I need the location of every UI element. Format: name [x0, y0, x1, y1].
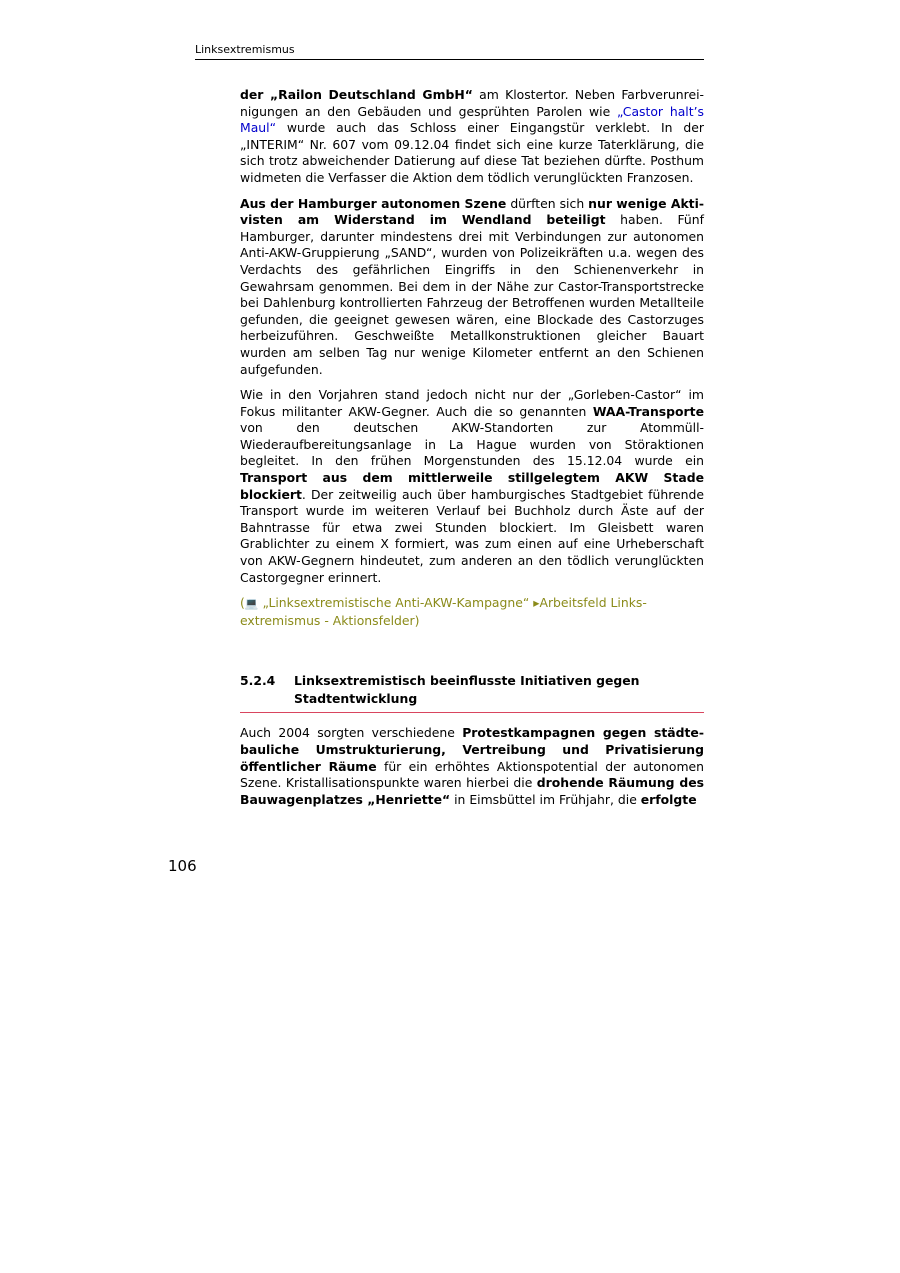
bold-text: nur wenige Aktivisten am Widerstand im Wendland beteiligt	[240, 195, 705, 228]
ref-text: Arbeitsfeld Linksextremismus - Aktionsfelder)	[240, 595, 647, 628]
section-title: Linksextremistisch beeinflusste Initiativen gegen Stadtentwicklung	[294, 673, 640, 707]
text: Auch 2004 sorgten verschiedene	[240, 725, 463, 741]
cross-reference[interactable]	[240, 595, 704, 629]
paragraph-waa-transports	[240, 387, 704, 586]
arrow-right-icon: ▸	[533, 595, 540, 611]
paragraph-urban-development	[240, 725, 704, 808]
text: haben. Fünf Hamburger, darunter mindestens drei mit Verbindungen zur autonomen Anti-AKW-Gruppierung „SAND“, wurden von Polizeikräften u.a. wegen des Verdachts des gefährlichen Eingriffs in den Schienenverkehr in Gewahrsam genommen. Bei dem in der Nähe zur Castor-Transportstrecke bei Dahlenburg kontrollierten Fahrzeug der Betroffenen wurden Metallteile gefunden, die geeignet gewesen wären, eine Blockade des Castorzuges herbeizuführen. Geschweißte Metallkonstruktionen gleicher Bauart wurden am selben Tag nur wenige Kilometer entfernt an den Schienen aufgefunden.	[240, 212, 705, 377]
text: wurde auch das Schloss einer Eingangstür verklebt. In der „INTERIM“ Nr. 607 vom 09.12.04 findet sich eine kurze Taterklärung, die sich trotz abweichender Datierung auf diese Tat beziehen dürfte. Posthum widmeten die Verfasser die Aktion dem tödlich verunglückten Franzosen.	[240, 120, 704, 185]
paragraph-railon	[240, 87, 704, 187]
bold-text: Protestkampagnen gegen städtebauliche Umstrukturierung, Vertreibung und Privatisierung öffentlicher Räume	[240, 725, 704, 774]
castor-link[interactable]: „Castor halt’s Maul“	[240, 103, 704, 136]
text: am Klostertor. Neben Farbverunreinigungen an den Gebäuden und gesprühten Parolen wie	[240, 87, 704, 119]
text: von den deutschen AKW-Standorten zur Atommüll-Wiederaufbereitungsanlage in La Hague wurden von Störaktionen begleitet. In den frühen Morgenstunden des 15.12.04 wurde ein	[240, 420, 704, 469]
bold-text: drohende Räumung des Bauwagenplatzes „Henriette“	[240, 775, 704, 807]
text: in Eimsbüttel im Frühjahr, die	[450, 791, 641, 807]
text: Wie in den Vorjahren stand jedoch nicht nur der „Gorleben-Castor“ im Fokus militanter AKW-Gegner. Auch die so genannten	[240, 387, 704, 419]
text: . Der zeitweilig auch über hamburgisches Stadtgebiet führende Transport wurde im weiteren Verlauf bei Buchholz durch Äste auf der Bahntrasse für etwa zwei Stunden blockiert. Im Gleisbett waren Grablichter zu einem X formiert, was zum einen auf eine Urheberschaft von AKW-Gegnern hindeutet, zum anderen an den tödlich verunglückten Castorgegner erinnert.	[240, 486, 704, 585]
computer-icon: 💻	[244, 597, 259, 611]
ref-text: „Linksextremistische Anti-AKW-Kampagne“	[258, 595, 534, 611]
ref-paren: (	[240, 595, 245, 611]
running-header	[195, 42, 704, 60]
section-heading	[240, 672, 704, 713]
bold-text: Transport aus dem mittlerweile stillgelegtem AKW Stade blockiert	[240, 470, 704, 502]
bold-text: der „Railon Deutschland GmbH“	[240, 87, 473, 102]
text: dürften sich	[506, 195, 589, 211]
bold-text: WAA-Transporte	[592, 403, 704, 419]
page-number: 106	[168, 857, 197, 875]
paragraph-hamburg-scene	[240, 196, 704, 379]
section-number: 5.2.4	[240, 673, 276, 689]
main-content	[240, 87, 704, 817]
running-title: Linksextremismus	[195, 43, 295, 56]
bold-text: erfolgte	[640, 791, 697, 807]
text: für ein erhöhtes Aktionspotential der autonomen Szene. Kristallisationspunkte waren hierbei die	[240, 758, 704, 791]
bold-text: Aus der Hamburger autonomen Szene	[240, 195, 507, 211]
